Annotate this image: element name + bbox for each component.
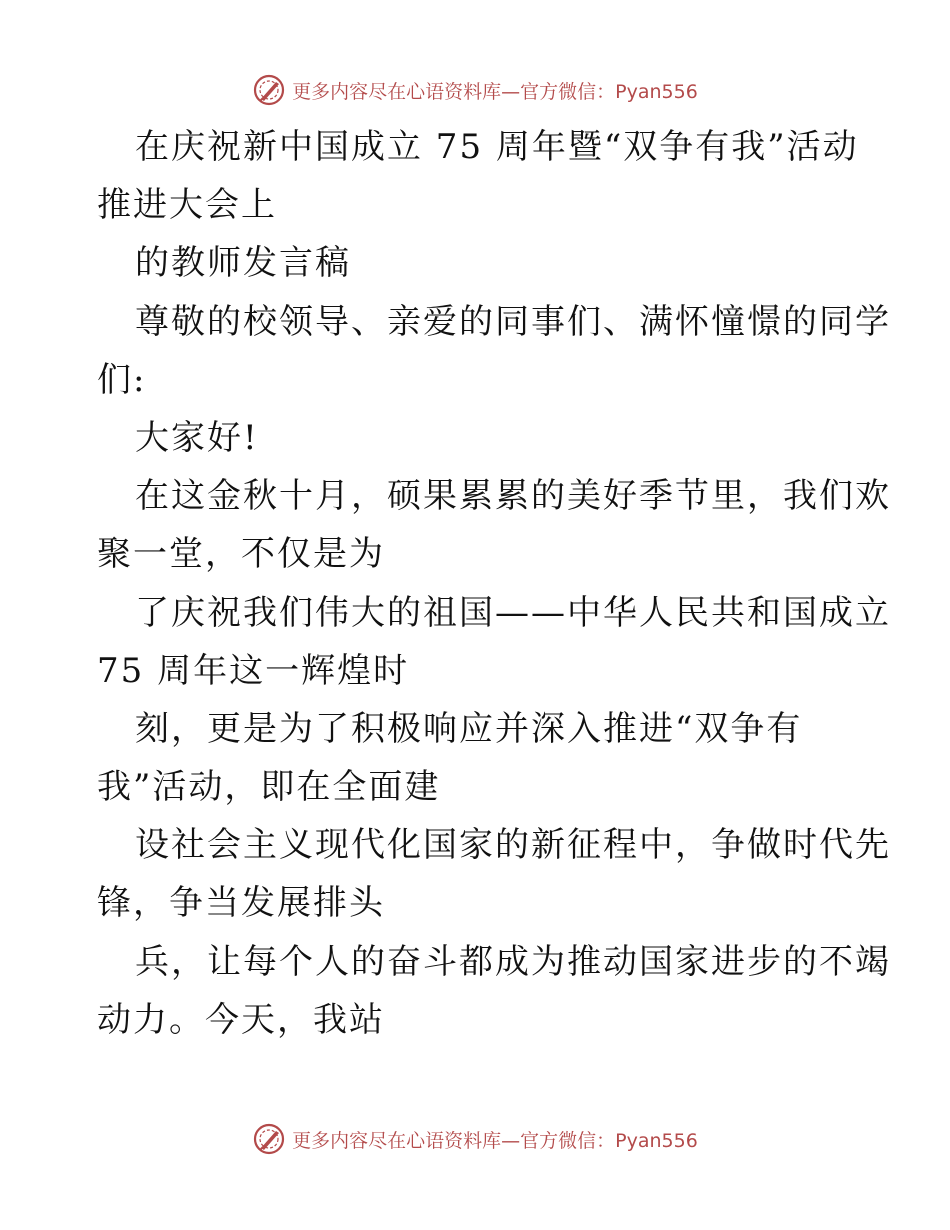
text-line: 在这金秋十月，硕果累累的美好季节里，我们欢 [135, 476, 891, 517]
header-banner-text: 更多内容尽在心语资料库—官方微信：Pyan556 [292, 80, 698, 103]
text-line: 推进大会上 [97, 185, 277, 226]
quill-circle-logo-icon [252, 1122, 286, 1156]
text-line: 锋，争当发展排头 [97, 883, 385, 924]
document-body [97, 118, 891, 1049]
text-line: 聚一堂，不仅是为 [97, 534, 385, 575]
text-line: 刻，更是为了积极响应并深入推进“双争有 [135, 708, 803, 749]
footer-banner-text: 更多内容尽在心语资料库—官方微信：Pyan556 [292, 1129, 698, 1152]
text-line: 的教师发言稿 [135, 243, 351, 284]
text-line: 们: [97, 359, 147, 400]
text-line: 设社会主义现代化国家的新征程中，争做时代先 [135, 825, 891, 866]
text-line: 在庆祝新中国成立 75 周年暨“双争有我”活动 [135, 127, 859, 167]
text-line: 大家好! [135, 417, 259, 458]
quill-circle-logo-icon [252, 73, 286, 107]
text-line: 了庆祝我们伟大的祖国——中华人民共和国成立 [135, 592, 891, 633]
footer-banner [0, 1119, 950, 1159]
text-line: 兵，让每个人的奋斗都成为推动国家进步的不竭 [135, 941, 891, 982]
text-line: 动力。今天，我站 [97, 999, 385, 1040]
text-line: 我”活动，即在全面建 [97, 767, 441, 808]
text-line: 75 周年这一辉煌时 [97, 650, 410, 691]
header-banner [0, 70, 950, 110]
text-line: 尊敬的校领导、亲爱的同事们、满怀憧憬的同学 [135, 301, 891, 342]
